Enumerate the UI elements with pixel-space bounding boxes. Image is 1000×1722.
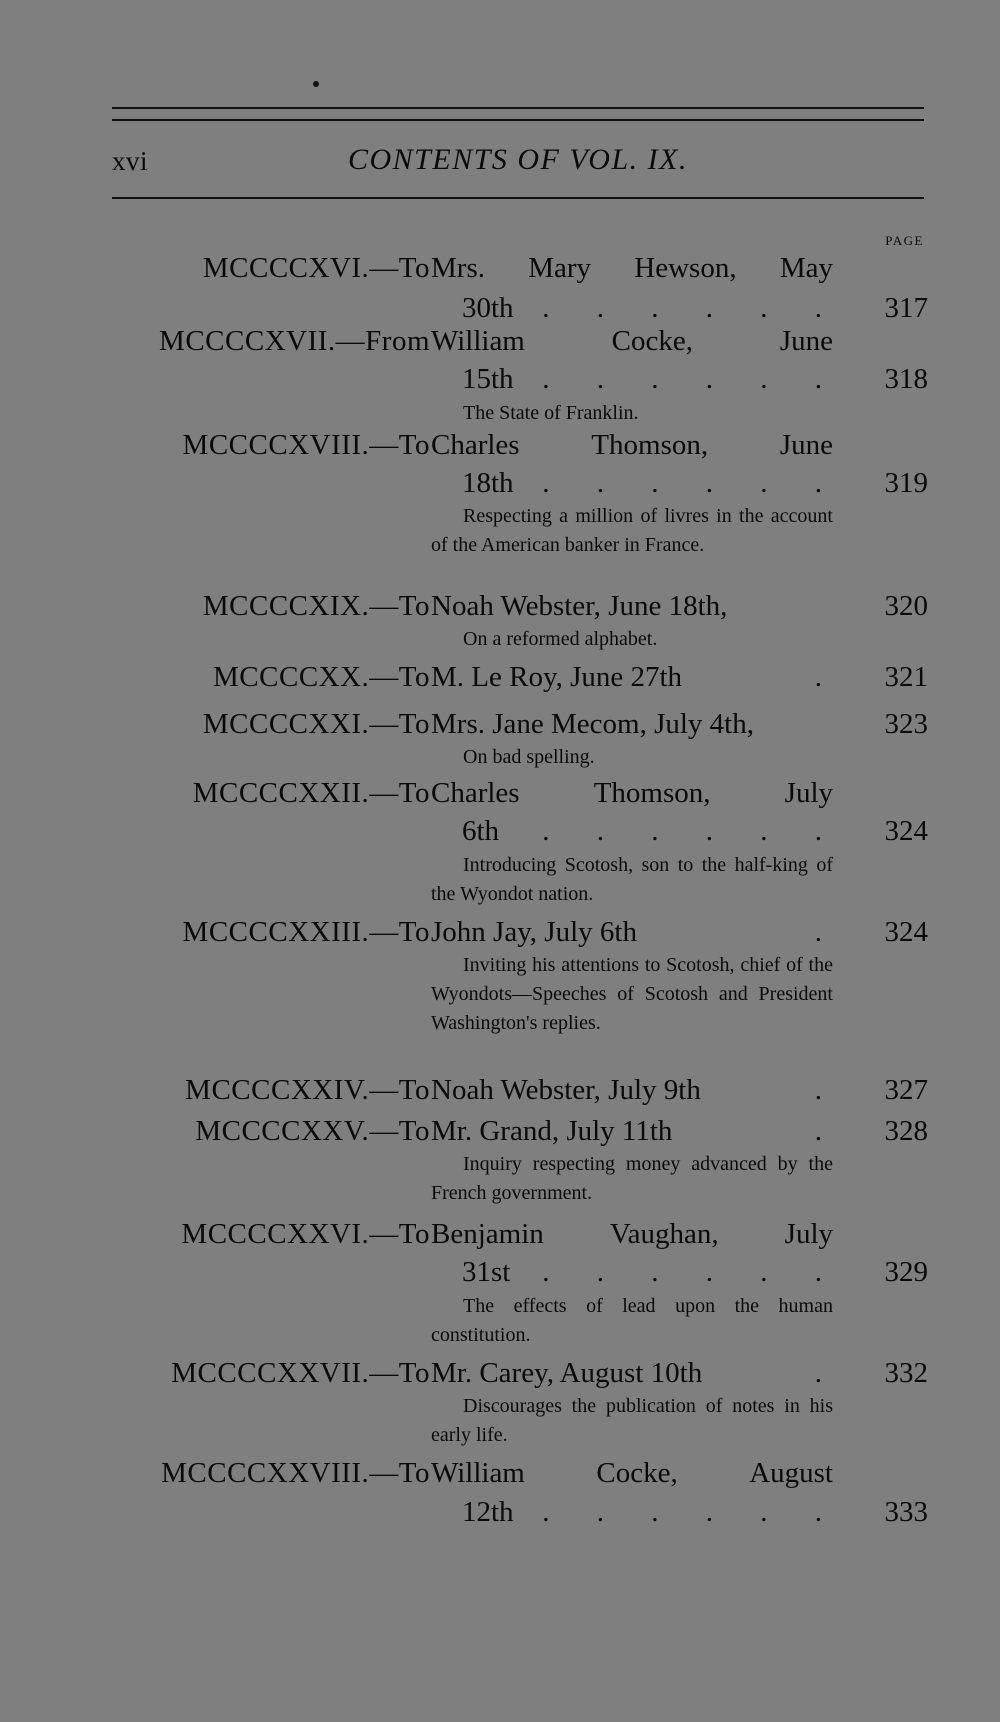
entry-note-text: The State of Franklin. xyxy=(463,402,639,424)
entry-title: John Jay, July 6th xyxy=(431,916,637,948)
entry-title: M. Le Roy, June 27th xyxy=(431,661,683,693)
header-rule-second xyxy=(112,119,924,121)
entry-title-word: Cocke, xyxy=(611,325,694,357)
entry-note xyxy=(431,1150,833,1208)
entry-title xyxy=(431,1216,833,1252)
entry-title-word: May xyxy=(779,252,833,284)
entry-note xyxy=(431,743,833,772)
entry-title-word: July xyxy=(784,777,833,809)
entry-note xyxy=(431,399,833,428)
entry-page-number: 317 xyxy=(884,292,928,324)
dot-leader: . . . . . . xyxy=(542,1496,842,1528)
entry-note xyxy=(431,851,833,909)
dot-leader: . xyxy=(814,661,842,693)
entry-title-word: Cocke, xyxy=(596,1457,678,1489)
entry-note xyxy=(431,1292,833,1350)
entry-number: MCCCCXX.—To xyxy=(213,661,430,693)
header-rule-top xyxy=(112,107,924,109)
dot-leader: . . . . . . xyxy=(542,363,842,395)
entry-note-text: Discourages the publication of notes in his early life. xyxy=(431,1395,833,1446)
entry-title-word: Charles xyxy=(431,777,520,809)
entry-number: MCCCCXVI.—To xyxy=(202,252,430,284)
entry-number: MCCCCXXIII.—To xyxy=(182,916,430,948)
entry-page-number: 324 xyxy=(884,916,928,948)
ink-speck xyxy=(313,81,319,87)
entry-title xyxy=(431,427,833,463)
entry-title-continued: 15th xyxy=(462,363,514,395)
entry-number: MCCCCXIX.—To xyxy=(202,590,430,622)
entry-page-number: 318 xyxy=(884,363,928,395)
entry-title-continued: 18th xyxy=(462,467,514,499)
entry-note-text: Inquiry respecting money advanced by the French government. xyxy=(431,1153,833,1204)
entry-title: Noah Webster, July 9th xyxy=(431,1074,701,1106)
entry-note-text: Respecting a million of livres in the account of the American banker in France. xyxy=(431,505,833,556)
dot-leader: . xyxy=(814,1074,842,1106)
entry-title-word: July xyxy=(784,1218,833,1250)
entry-page-number: 329 xyxy=(884,1256,928,1288)
entry-note-text: On a reformed alphabet. xyxy=(463,628,658,650)
entry-title-word: William xyxy=(431,325,525,357)
entry-number: MCCCCXXIV.—To xyxy=(185,1074,430,1106)
dot-leader: . . . . . . xyxy=(542,467,842,499)
dot-leader: . . . . . . xyxy=(542,292,842,324)
page-title: CONTENTS OF VOL. IX. xyxy=(348,143,688,176)
page-folio: xvi xyxy=(112,146,149,176)
entry-note xyxy=(431,951,833,1038)
dot-leader: . . . . . . xyxy=(542,815,842,847)
entry-title xyxy=(431,323,833,359)
entry-title-word: August xyxy=(749,1457,833,1489)
entry-page-number: 327 xyxy=(884,1074,928,1106)
header-rule-bottom xyxy=(112,197,924,199)
entry-title-continued: 12th xyxy=(462,1496,514,1528)
entry-note xyxy=(431,625,833,654)
entry-title-word: Mrs. xyxy=(431,252,485,284)
entry-title-continued: 31st xyxy=(462,1256,511,1288)
entry-number: MCCCCXVIII.—To xyxy=(182,429,430,461)
dot-leader: . . . . . . xyxy=(542,1256,842,1288)
entry-number: MCCCCXXII.—To xyxy=(192,777,430,809)
entry-number: MCCCCXVII.—From xyxy=(159,325,430,357)
entry-title-word: Thomson, xyxy=(593,777,711,809)
entry-title-word: Hewson, xyxy=(634,252,737,284)
entry-number: MCCCCXXVI.—To xyxy=(181,1218,430,1250)
entry-note-text: Inviting his attentions to Scotosh, chief of the Wyondots—Speeches of Scotosh and President Washington's replies. xyxy=(431,954,833,1034)
dot-leader: . xyxy=(814,1115,842,1147)
entry-title-continued: 30th xyxy=(462,292,514,324)
entry-title-word: Charles xyxy=(431,429,520,461)
entry-title: Mrs. Jane Mecom, July 4th, xyxy=(431,708,754,740)
dot-leader: . xyxy=(814,916,842,948)
entry-title-word: William xyxy=(431,1457,525,1489)
entry-title xyxy=(431,1455,833,1491)
entry-note-text: Introducing Scotosh, son to the half-king of the Wyondot nation. xyxy=(431,854,833,905)
entry-title xyxy=(431,250,833,286)
entry-title-word: Thomson, xyxy=(591,429,709,461)
entry-title: Mr. Grand, July 11th xyxy=(431,1115,673,1147)
entry-number: MCCCCXXVII.—To xyxy=(171,1357,430,1389)
entry-note-text: On bad spelling. xyxy=(463,746,595,768)
page-column-label: PAGE xyxy=(885,233,924,248)
entry-page-number: 324 xyxy=(884,815,928,847)
entry-title: Mr. Carey, August 10th xyxy=(431,1357,703,1389)
entry-page-number: 323 xyxy=(884,708,928,740)
entry-number: MCCCCXXI.—To xyxy=(202,708,430,740)
entry-title-word: June xyxy=(779,429,833,461)
entry-page-number: 319 xyxy=(884,467,928,499)
entry-title xyxy=(431,775,833,811)
entry-page-number: 320 xyxy=(884,590,928,622)
entry-page-number: 321 xyxy=(884,661,928,693)
entry-title-word: June xyxy=(779,325,833,357)
entry-note xyxy=(431,1392,833,1450)
entry-title-word: Mary xyxy=(528,252,592,284)
dot-leader: . xyxy=(814,1357,842,1389)
entry-note-text: The effects of lead upon the human constitution. xyxy=(431,1295,833,1346)
entry-title-word: Vaughan, xyxy=(609,1218,719,1250)
entry-title-word: Benjamin xyxy=(431,1218,544,1250)
entry-page-number: 333 xyxy=(884,1496,928,1528)
entry-number: MCCCCXXV.—To xyxy=(195,1115,430,1147)
entry-title-continued: 6th xyxy=(462,815,500,847)
entry-page-number: 328 xyxy=(884,1115,928,1147)
entry-title: Noah Webster, June 18th, xyxy=(431,590,728,622)
entry-page-number: 332 xyxy=(884,1357,928,1389)
entry-number: MCCCCXXVIII.—To xyxy=(161,1457,430,1489)
entry-note xyxy=(431,502,833,560)
